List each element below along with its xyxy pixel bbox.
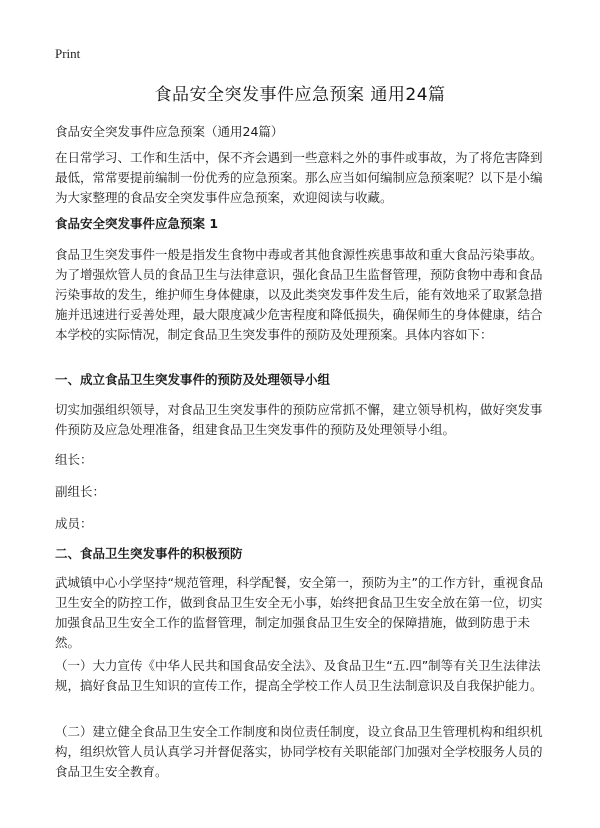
intro-paragraph: 在日常学习、工作和生活中，保不齐会遇到一些意料之外的事件或事故，为了将危害降到最低，常常要提前编制一份优秀的应急预案。那么应当如何编制应急预案呢？以下是小编为大家整理的食品安全突发事件应急预案，欢迎阅读与收藏。 (55, 150, 543, 205)
section-paragraph: 食品卫生突发事件一般是指发生食物中毒或者其他食源性疾患事故和重大食品污染事故。为了增强炊管人员的食品卫生与法律意识，强化食品卫生监督管理，预防食物中毒和食品污染事故的发生，维护师生身体健康，以及此类突发事件发生后，能有效地采了取紧急措施并迅速进行妥善处理，最大限度减少危害程度和降低损失，确保师生的身体健康，结合本学校的实际情况，制定食品卫生突发事件的预防及处理预案。具体内容如下： (55, 247, 543, 342)
deputy-leader-label: 副组长： (55, 484, 106, 499)
leadership-paragraph: 切实加强组织领导，对食品卫生突发事件的预防应常抓不懈，建立领导机构，做好突发事件预防及应急处理准备，组建食品卫生突发事件的预防及处理领导小组。 (55, 402, 543, 437)
print-link[interactable]: Print (55, 46, 81, 61)
page-title: 食品安全突发事件应急预案 通用24篇 (154, 85, 446, 105)
document-subtitle: 食品安全突发事件应急预案（通用24篇） (55, 124, 284, 139)
members-label: 成员： (55, 516, 93, 531)
prevention-paragraph: 武城镇中心小学坚持“规范管理，科学配餐，安全第一，预防为主”的工作方针，重视食品卫生安全的防控工作，做到食品卫生安全无小事，始终把食品卫生安全放在第一位，切实加强食品卫生安全工作的监督管理，制定加强食品卫生安全的保障措施，做到防患于未然。 (55, 575, 543, 650)
list-item: （二）建立健全食品卫生安全工作制度和岗位责任制度，设立食品卫生管理机构和组织机构，组织炊管人员认真学习并督促落实，协同学校有关职能部门加强对全学校服务人员的食品卫生安全教育。 (55, 724, 543, 779)
leader-label: 组长： (55, 452, 93, 467)
section-title: 食品安全突发事件应急预案 1 (55, 216, 219, 231)
prevention-heading: 二、食品卫生突发事件的积极预防 (55, 546, 243, 561)
leadership-heading: 一、成立食品卫生突发事件的预防及处理领导小组 (55, 372, 331, 387)
list-item: （一）大力宣传《中华人民共和国食品安全法》、及食品卫生“五.四”制等有关卫生法律法规，搞好食品卫生知识的宣传工作，提高全学校工作人员卫生法制意识及自我保护能力。 (55, 658, 543, 693)
